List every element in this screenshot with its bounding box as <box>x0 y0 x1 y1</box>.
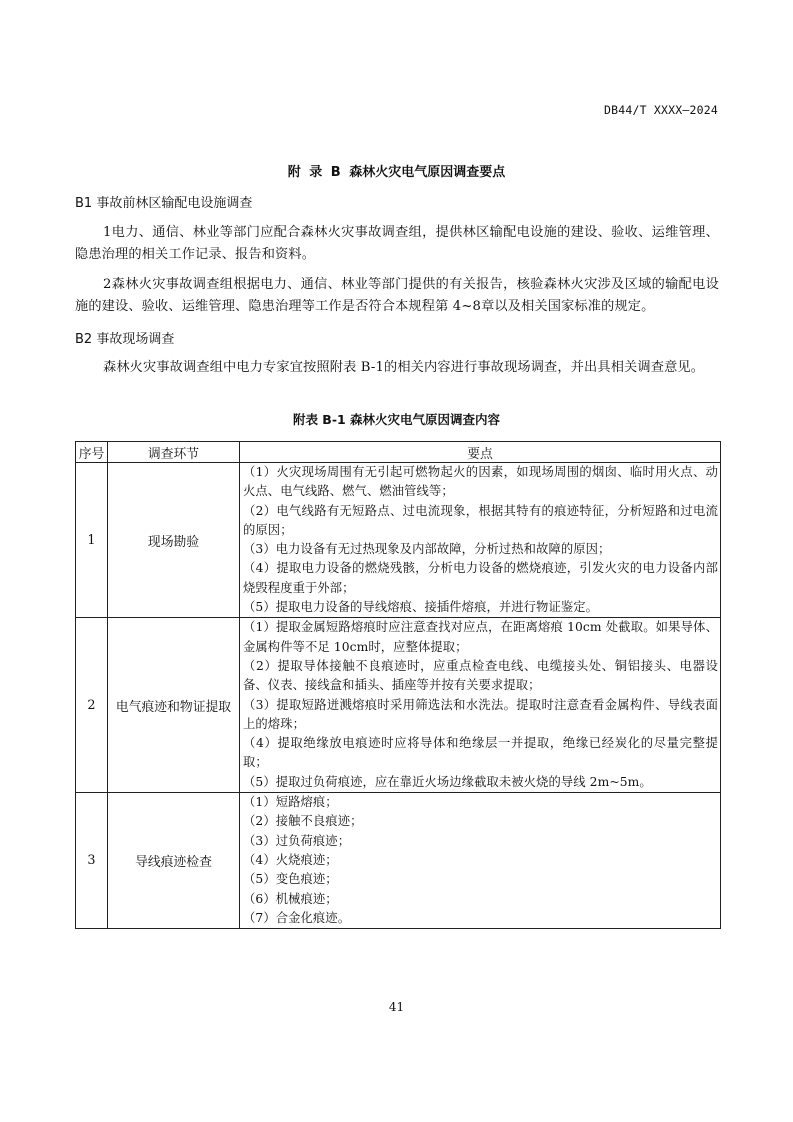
table-header-row <box>76 442 721 463</box>
point-item: （5）变色痕迹； <box>243 872 338 887</box>
table-caption: 附表 B-1 森林火灾电气原因调查内容 <box>292 412 501 427</box>
row-points <box>240 463 721 618</box>
row-points <box>240 793 721 929</box>
paragraph-b1-2: 2森林火灾事故调查组根据电力、通信、林业等部门提供的有关报告，核验森林火灾涉及区域的输配电设施的建设、验收、运维管理、隐患治理等工作是否符合本规程第 4~8章以及相关国家标准的规定。 <box>75 277 719 314</box>
section-heading-b1: B1 事故前林区输配电设施调查 <box>75 196 253 211</box>
row-stage: 导线痕迹检查 <box>108 793 240 929</box>
paragraph-b2-1: 森林火灾事故调查组中电力专家宜按照附表 B-1的相关内容进行事故现场调查，并出具相关调查意见。 <box>103 360 705 375</box>
point-item: （1）火灾现场周围有无引起可燃物起火的因素，如现场周围的烟囱、临时用火点、动火点、电气线路、燃气、燃油管线等； <box>243 465 718 499</box>
table-row <box>76 618 721 793</box>
paragraph-b1-1: 1电力、通信、林业等部门应配合森林火灾事故调查组，提供林区输配电设施的建设、验收、运维管理、隐患治理的相关工作记录、报告和资料。 <box>75 225 719 262</box>
row-points <box>240 618 721 793</box>
table-row <box>76 463 721 618</box>
standard-number: DB44/T XXXX—2024 <box>604 103 718 117</box>
point-item: （3）过负荷痕迹； <box>243 833 351 848</box>
point-item: （3）电力设备有无过热现象及内部故障，分析过热和故障的原因； <box>243 542 611 557</box>
appendix-title: 附 录 B 森林火灾电气原因调查要点 <box>287 165 506 180</box>
point-item: （6）机械痕迹； <box>243 891 338 906</box>
header-stage: 调查环节 <box>108 442 240 463</box>
point-item: （2）提取导体接触不良痕迹时，应重点检查电线、电缆接头处、铜铝接头、电器设备、仪表、接线盒和插头、插座等并按有关要求提取； <box>243 658 718 693</box>
point-item: （4）提取绝缘放电痕迹时应将导体和绝缘层一并提取，绝缘已经炭化的尽量完整提取； <box>243 736 718 770</box>
investigation-table <box>75 441 721 929</box>
point-item: （5）提取过负荷痕迹，应在靠近火场边缘截取未被火烧的导线 2m~5m。 <box>243 774 652 789</box>
table-row <box>76 793 721 929</box>
point-item: （1）短路熔痕； <box>243 795 338 810</box>
header-no: 序号 <box>76 442 108 463</box>
point-item: （4）提取电力设备的燃烧残骸，分析电力设备的燃烧痕迹，引发火灾的电力设备内部烧毁程度重于外部； <box>243 561 718 595</box>
row-number: 1 <box>76 463 108 618</box>
point-item: （2）电气线路有无短路点、过电流现象，根据其特有的痕迹特征，分析短路和过电流的原因； <box>243 503 718 537</box>
point-item: （5）提取电力设备的导线熔痕、接插件熔痕，并进行物证鉴定。 <box>243 600 599 615</box>
header-points: 要点 <box>240 442 721 463</box>
point-item: （1）提取金属短路熔痕时应注意查找对应点，在距离熔痕 10cm 处截取。如果导体、金属构件等不足 10cm时，应整体提取； <box>243 620 718 654</box>
row-stage: 电气痕迹和物证提取 <box>108 618 240 793</box>
row-number: 3 <box>76 793 108 929</box>
section-heading-b2: B2 事故现场调查 <box>75 332 175 347</box>
point-item: （7）合金化痕迹。 <box>243 910 351 925</box>
page-number: 41 <box>388 1000 405 1014</box>
point-item: （3）提取短路迸溅熔痕时采用筛选法和水洗法。提取时注意查看金属构件、导线表面上的熔珠； <box>243 697 718 731</box>
row-stage: 现场勘验 <box>108 463 240 618</box>
point-item: （4）火烧痕迹； <box>243 852 338 867</box>
row-number: 2 <box>76 618 108 793</box>
point-item: （2）接触不良痕迹； <box>243 814 363 829</box>
